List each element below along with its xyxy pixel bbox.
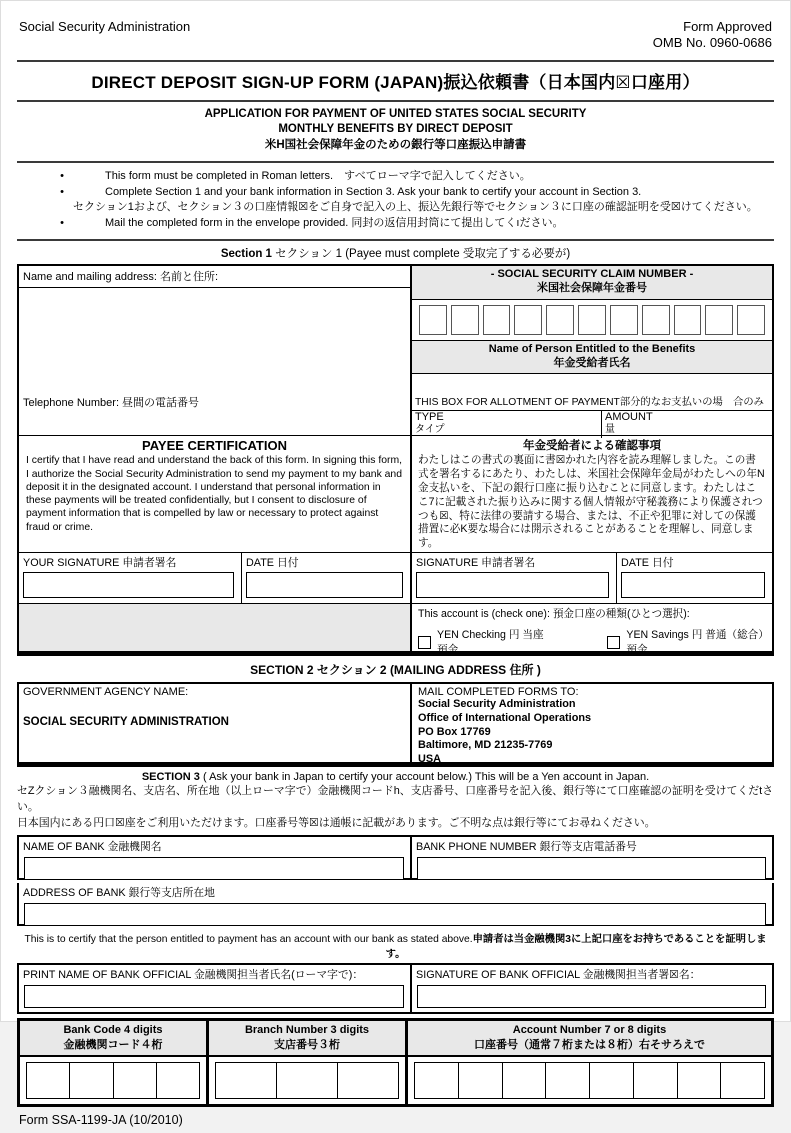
bank-code-box[interactable] bbox=[114, 1062, 157, 1099]
date2-cell bbox=[617, 553, 772, 603]
branch-number-header bbox=[209, 1021, 405, 1057]
claim-number-box[interactable] bbox=[705, 305, 733, 335]
claim-number-box[interactable] bbox=[451, 305, 479, 335]
telephone-label: Telephone Number: 昼間の電話番号 bbox=[23, 397, 200, 410]
yen-checking-label: YEN Checking 円 当座預金 bbox=[437, 629, 544, 657]
mail-to-line: Baltimore, MD 21235-7769 bbox=[418, 739, 553, 752]
claim-number-box[interactable] bbox=[674, 305, 702, 335]
date1-label: DATE 日付 bbox=[246, 557, 299, 570]
account-number-sub: 口座番号（通常７桁または８桁）右そサろえで bbox=[474, 1038, 705, 1051]
amount-label: AMOUNT bbox=[605, 411, 653, 424]
account-type-label: This account is (check one): 預金口座の種類(ひとつ選択): bbox=[418, 608, 690, 621]
signature-field[interactable] bbox=[416, 572, 609, 598]
official-signature-field[interactable] bbox=[417, 985, 766, 1008]
agency-name: Social Security Administration bbox=[19, 19, 191, 34]
jp-certification-cell bbox=[412, 436, 772, 552]
branch-number-box[interactable] bbox=[277, 1062, 338, 1099]
bank-code-title: Bank Code 4 digits bbox=[63, 1024, 163, 1037]
form-approved-block bbox=[653, 19, 772, 52]
mail-to-line: Office of International Operations bbox=[418, 712, 592, 724]
mail-to-label: MAIL COMPLETED FORMS TO: bbox=[418, 686, 579, 699]
claim-number-box[interactable] bbox=[578, 305, 606, 335]
signature-row bbox=[19, 553, 772, 604]
entitled-name-header bbox=[412, 341, 772, 375]
payee-certification-text: I certify that I have read and understand the back of this form. In signing this form, I authorize the Social Security Administration to send my payment to my bank and deposit it in the designated account. I understand that personal information in these payments will be treated confidentially, but I consent to disclosure of payment information that is compelled by law or necessary to protect against fraud or crime. bbox=[26, 455, 402, 533]
branch-number-sub: 支店番号３桁 bbox=[274, 1038, 340, 1051]
claim-number-box[interactable] bbox=[610, 305, 638, 335]
mail-to-line: USA bbox=[418, 752, 441, 765]
claim-number-sub: 米国社会保障年金番号 bbox=[537, 282, 647, 295]
yen-savings-label: YEN Savings 円 普通（総合）預金 bbox=[626, 629, 764, 657]
claim-number-title: - SOCIAL SECURITY CLAIM NUMBER - bbox=[490, 268, 694, 281]
official-signature-cell bbox=[412, 965, 772, 1012]
form-title: DIRECT DEPOSIT SIGN-UP FORM (JAPAN)振込依頼書（日本国内☒口座用） bbox=[91, 72, 700, 92]
account-number-box[interactable] bbox=[721, 1062, 765, 1099]
claim-number-box[interactable] bbox=[419, 305, 447, 335]
name-address-label: Name and mailing address: 名前と住所: bbox=[19, 266, 410, 288]
application-subtitle bbox=[17, 102, 774, 162]
account-number-title: Account Number 7 or 8 digits bbox=[512, 1024, 667, 1037]
bank-code-column bbox=[20, 1021, 206, 1104]
section1-heading-bold: Section 1 bbox=[220, 248, 272, 261]
telephone-cell[interactable] bbox=[19, 392, 412, 435]
account-number-box[interactable] bbox=[546, 1062, 590, 1099]
yen-checking-checkbox-icon[interactable] bbox=[418, 636, 431, 649]
account-digits-table bbox=[17, 1018, 774, 1107]
instructions-list bbox=[17, 163, 774, 239]
account-number-box[interactable] bbox=[503, 1062, 547, 1099]
entitled-name-sub: 年金受給者氏名 bbox=[553, 356, 631, 369]
instruction-text-jp: セクション1および、セクション３の口座情報☒をご自身で記入の上、振込先銀行等でセクション３に口座の確認証明を受☒けてください。 bbox=[73, 201, 758, 214]
your-signature-field[interactable] bbox=[23, 572, 234, 598]
account-type-row bbox=[19, 604, 772, 657]
government-agency-cell bbox=[19, 684, 412, 762]
bullet-icon: • bbox=[60, 216, 64, 229]
shaded-cell bbox=[19, 604, 412, 651]
branch-number-title: Branch Number 3 digits bbox=[244, 1024, 370, 1037]
bank-code-box[interactable] bbox=[157, 1062, 200, 1099]
jp-certification-text: わたしはこの書式の裏面に書☒かれた内容を読み理解しました。この書式を署名するにあたり、わたしは、米国社会保障年金局がわたしへの年N金支払いを、下記の銀行口座に振り込むことに同意します。わたしはここ7に記載された振り込みに関する個人情報が守秘義務により保護されつつも☒、特に法律の要請する場合、または、不正や犯罪に対しての保護措置に必K要な場合には開示されることがあることを理解し、同意します。 bbox=[418, 454, 765, 550]
application-line-3: 米H国社会保障年金のための銀行等口座振込申請書 bbox=[264, 138, 527, 151]
section3-jp-line1: セZクション３融機関名、支店名、所在地（以上ローマ字で）金融機関コードh、支店番号、口座番号を記入後、銀行等にて口座確認の証明を受けてくだtさい。 bbox=[17, 785, 774, 813]
type-sub-label: タイプ bbox=[415, 424, 445, 436]
section1-table bbox=[17, 264, 774, 656]
signature-cell bbox=[412, 553, 617, 603]
section3-heading-rest: ( Ask your bank in Japan to certify your account below.) This will be a Yen account in Japan. bbox=[199, 771, 650, 784]
amount-cell[interactable] bbox=[602, 411, 772, 438]
bank-address-row bbox=[17, 883, 774, 926]
yen-savings-option[interactable] bbox=[607, 627, 766, 657]
print-name-cell bbox=[19, 965, 412, 1012]
bullet-icon: • bbox=[60, 170, 64, 183]
government-agency-name: SOCIAL SECURITY ADMINISTRATION bbox=[23, 716, 229, 729]
section2-table bbox=[17, 682, 774, 767]
telephone-allotment-row bbox=[19, 392, 772, 436]
account-number-boxes bbox=[408, 1057, 771, 1104]
instruction-text: Mail the completed form in the envelope provided. 同封の返信用封筒にて提出してくıださい。 bbox=[105, 216, 564, 229]
bank-code-sub: 金融機関コード４桁 bbox=[63, 1038, 163, 1051]
date1-field[interactable] bbox=[246, 572, 403, 598]
bank-address-field[interactable] bbox=[24, 903, 766, 926]
account-number-box[interactable] bbox=[414, 1062, 459, 1099]
instruction-item bbox=[17, 185, 774, 201]
bullet-icon: • bbox=[60, 185, 64, 198]
date2-label: DATE 日付 bbox=[621, 557, 674, 570]
bank-code-box[interactable] bbox=[70, 1062, 113, 1099]
application-line-1: APPLICATION FOR PAYMENT OF UNITED STATES SOCIAL SECURITY bbox=[204, 107, 587, 120]
your-signature-cell bbox=[19, 553, 242, 603]
claim-number-cell bbox=[412, 266, 772, 392]
instruction-item bbox=[17, 216, 774, 232]
bank-name-field[interactable] bbox=[24, 857, 404, 880]
form-number: Form SSA-1199-JA (10/2010) bbox=[19, 1112, 183, 1127]
claim-number-box[interactable] bbox=[483, 305, 511, 335]
claim-number-boxes bbox=[412, 300, 772, 341]
branch-number-box[interactable] bbox=[215, 1062, 277, 1099]
claim-number-header bbox=[412, 266, 772, 300]
section3-heading-block bbox=[17, 767, 774, 831]
bank-name-phone-row bbox=[17, 835, 774, 880]
date1-cell bbox=[242, 553, 412, 603]
your-signature-label: YOUR SIGNATURE 申請者署名 bbox=[23, 557, 177, 570]
type-label: TYPE bbox=[415, 411, 444, 424]
official-signature-label: SIGNATURE OF BANK OFFICIAL 金融機関担当者署☒名： bbox=[416, 969, 701, 982]
claim-number-box[interactable] bbox=[642, 305, 670, 335]
government-agency-label: GOVERNMENT AGENCY NAME: bbox=[23, 686, 189, 699]
instruction-text: Complete Section 1 and your bank information in Section 3. Ask your bank to certify your account in Section 3. bbox=[105, 185, 642, 198]
bank-code-boxes bbox=[20, 1057, 206, 1104]
claim-number-box[interactable] bbox=[514, 305, 542, 335]
bank-phone-cell bbox=[412, 837, 772, 878]
payee-certification-cell bbox=[19, 436, 412, 552]
type-cell[interactable] bbox=[412, 411, 602, 438]
amount-sub-label: 量 bbox=[605, 424, 615, 436]
mail-to-line: Social Security Administration bbox=[418, 698, 576, 711]
bank-code-header bbox=[20, 1021, 206, 1057]
branch-number-box[interactable] bbox=[338, 1062, 399, 1099]
section3-jp-line2: 日本国内にある円口☒座をご利用いただけます。口座番号等☒は通帳に記載があります。ご不明な点は銀行等にてお尋ねください。 bbox=[17, 817, 656, 830]
section1-heading bbox=[17, 241, 774, 264]
type-amount-row bbox=[412, 411, 772, 438]
instruction-item bbox=[17, 169, 774, 185]
application-line-2: MONTHLY BENEFITS BY DIRECT DEPOSIT bbox=[278, 123, 513, 136]
mail-to-cell bbox=[412, 684, 772, 765]
name-address-cell[interactable] bbox=[19, 266, 412, 392]
section2-heading: SECTION 2 セクション 2 (MAILING ADDRESS 住所 ) bbox=[250, 663, 541, 678]
form-header bbox=[17, 15, 774, 60]
signature-label: SIGNATURE 申請者署名 bbox=[416, 557, 536, 570]
section3-heading-bold: SECTION 3 bbox=[141, 771, 200, 784]
bank-name-cell bbox=[19, 837, 412, 878]
bank-certify-line bbox=[17, 926, 774, 963]
account-number-header bbox=[408, 1021, 771, 1057]
yen-checking-option[interactable] bbox=[418, 627, 545, 657]
entitled-name-title: Name of Person Entitled to the Benefits bbox=[488, 342, 696, 355]
account-number-box[interactable] bbox=[634, 1062, 678, 1099]
bank-certify-jp: 申請者は当金融機関3に上記口座をお持ちであることを証明します。 bbox=[385, 934, 767, 961]
allotment-label: THIS BOX FOR ALLOTMENT OF PAYMENT部分的なお支払いの場 合のみ bbox=[412, 392, 772, 411]
jp-certification-title: 年金受給者による確認事項 bbox=[523, 440, 661, 453]
section1-heading-rest: セクション 1 (Payee must complete 受取完了する必要が) bbox=[271, 248, 571, 261]
account-type-options bbox=[418, 627, 766, 657]
branch-number-column bbox=[209, 1021, 405, 1104]
name-claim-row bbox=[19, 266, 772, 392]
bank-official-row bbox=[17, 963, 774, 1014]
account-number-box[interactable] bbox=[590, 1062, 634, 1099]
bank-name-label: NAME OF BANK 金融機関名 bbox=[23, 841, 162, 854]
bank-phone-field[interactable] bbox=[417, 857, 766, 880]
account-number-box[interactable] bbox=[678, 1062, 722, 1099]
certification-row bbox=[19, 436, 772, 553]
instruction-text: This form must be completed in Roman letters. すべてローマ字で記入してください。 bbox=[105, 170, 531, 183]
account-number-box[interactable] bbox=[459, 1062, 503, 1099]
bank-phone-label: BANK PHONE NUMBER 銀行等支店電話番号 bbox=[416, 841, 637, 854]
bank-certify-en: This is to certify that the person entitled to payment has an account with our bank as stated above. bbox=[24, 934, 473, 946]
print-name-label: PRINT NAME OF BANK OFFICIAL 金融機関担当者氏名(ローマ字で)： bbox=[23, 969, 364, 982]
section3-heading bbox=[17, 767, 774, 783]
account-number-column bbox=[408, 1021, 771, 1104]
account-type-cell bbox=[412, 604, 772, 657]
date2-field[interactable] bbox=[621, 572, 765, 598]
payee-certification-title: PAYEE CERTIFICATION bbox=[142, 438, 287, 454]
yen-savings-checkbox-icon[interactable] bbox=[607, 636, 620, 649]
branch-number-boxes bbox=[209, 1057, 405, 1104]
omb-number: OMB No. 0960-0686 bbox=[652, 35, 772, 51]
bank-address-label: ADDRESS OF BANK 銀行等支店所在地 bbox=[23, 887, 215, 900]
form-approved-label: Form Approved bbox=[683, 19, 772, 34]
allotment-cell bbox=[412, 392, 772, 435]
claim-number-box[interactable] bbox=[737, 305, 765, 335]
mail-to-line: PO Box 17769 bbox=[418, 725, 491, 738]
print-name-field[interactable] bbox=[24, 985, 404, 1008]
claim-number-box[interactable] bbox=[546, 305, 574, 335]
bank-code-box[interactable] bbox=[26, 1062, 70, 1099]
